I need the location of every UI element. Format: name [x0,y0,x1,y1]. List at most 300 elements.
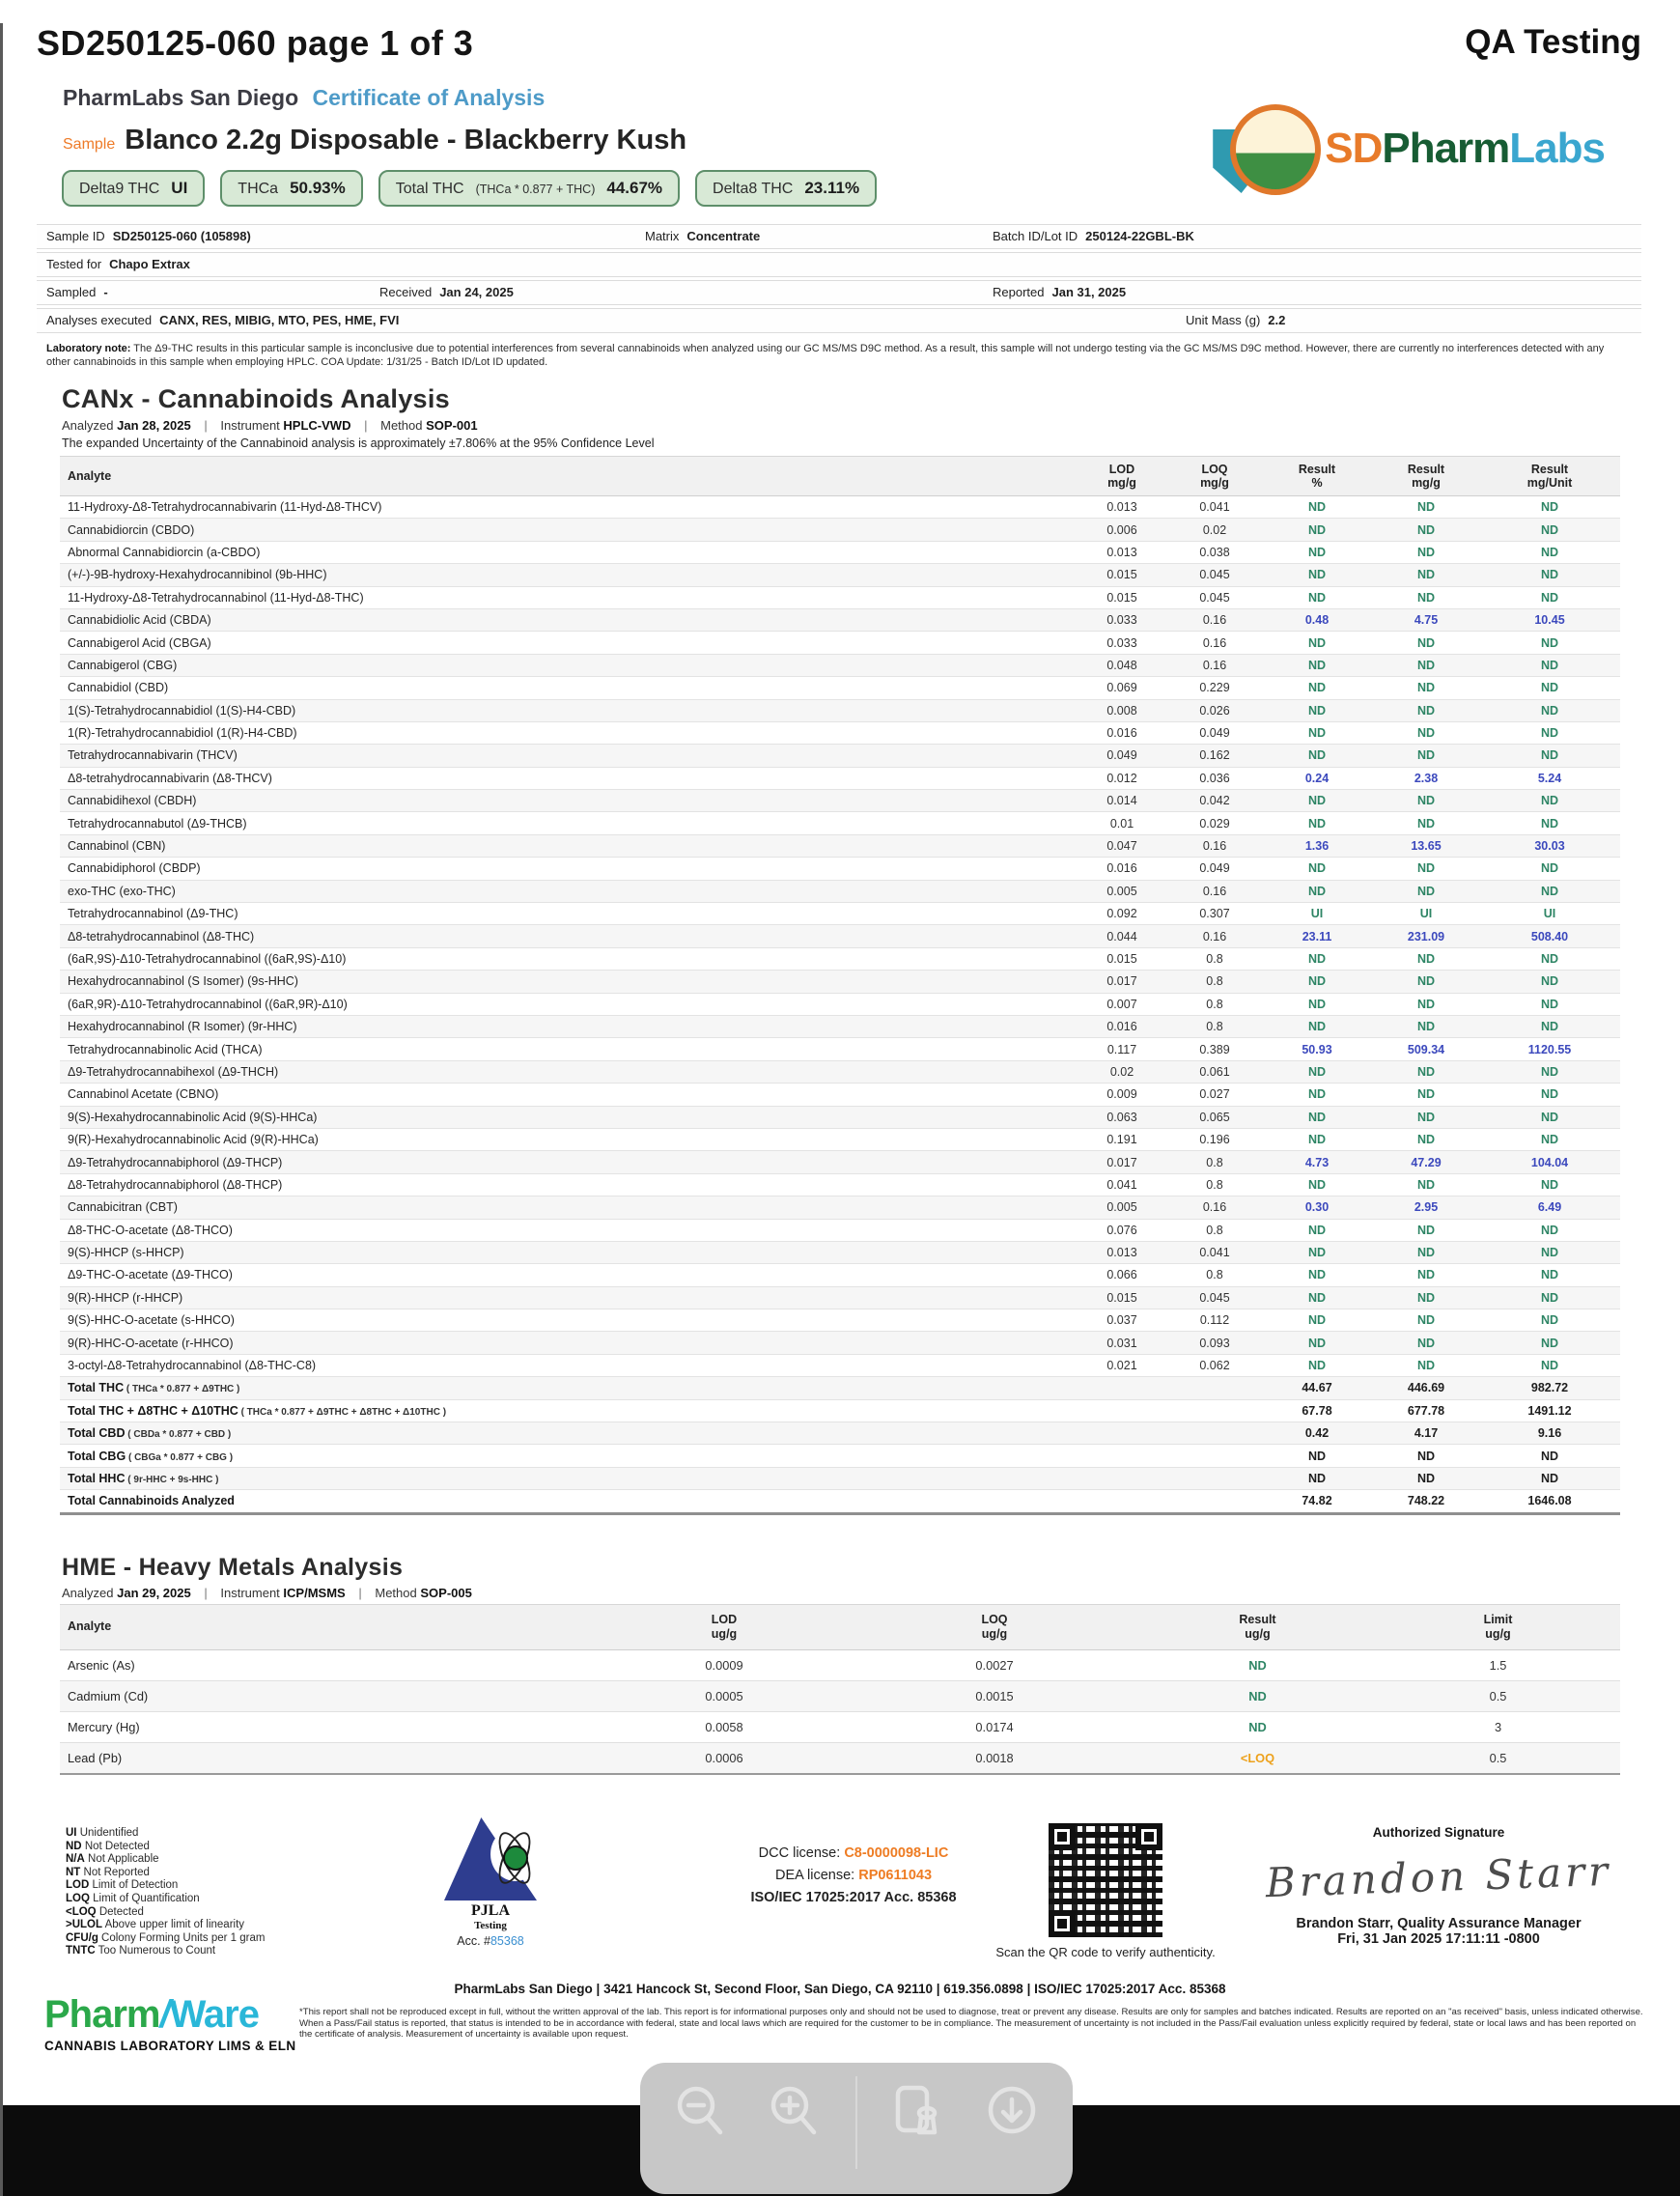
col-loq: LOQ mg/g [1200,463,1229,490]
signature-handwriting: Brandon Starr [1265,1846,1612,1907]
result-mgu: ND [1540,1177,1559,1192]
loq-value: 0.0015 [975,1688,1014,1703]
col-result-mgu: Result mg/Unit [1526,463,1573,490]
sample-info-table [37,224,1641,333]
pjla-accreditation-number: Acc. #85368 [457,1934,524,1948]
lod-value: 0.009 [1106,1087,1137,1102]
result-mgg: 231.09 [1407,929,1445,943]
result-mgg: 13.65 [1411,839,1442,854]
method-label: Method [375,1585,417,1600]
lod-value: 0.037 [1106,1313,1137,1328]
loq-value: 0.042 [1199,794,1230,808]
analyte-name: Tetrahydrocannabivarin (THCV) [68,748,238,763]
analyte-name: 9(S)-HHC-O-acetate (s-HHCO) [68,1313,235,1328]
result-mgg: ND [1416,1268,1436,1282]
result-mgu: ND [1540,794,1559,808]
result-mgu: 5.24 [1537,771,1562,785]
canx-table-row [60,903,1620,925]
sample-id-field: Sample ID SD250125-060 (105898) [46,229,251,243]
result-mgg: ND [1416,974,1436,989]
analyte-name: Hexahydrocannabinol (R Isomer) (9r-HHC) [68,1020,297,1034]
canx-table-row [60,745,1620,767]
lod-value: 0.005 [1106,884,1137,898]
result-mgu: 982.72 [1530,1381,1569,1395]
analyte-name: Cannabidihexol (CBDH) [68,794,197,808]
laboratory-note-text: The Δ9-THC results in this particular sample is inconclusive due to potential interferences from several cannabinoids when analyzed using our GC MS/MS D9C method. As a result, this sample will not undergo testing via the GC MS/MS D9C method. However, there are currently no interferences detected with any other cannabinoids in this sample when employing HPLC. COA Update: 1/31/25 - Batch ID/Lot ID updated. [46,343,1605,368]
analyte-name: Δ8-THC-O-acetate (Δ8-THCO) [68,1223,233,1237]
signature-title: Authorized Signature [1372,1825,1505,1840]
result-pct: ND [1307,522,1327,537]
loq-value: 0.8 [1206,974,1223,989]
analyte-name: 9(S)-Hexahydrocannabinolic Acid (9(S)-HHCa) [68,1110,318,1124]
download-icon[interactable] [978,2078,1046,2146]
canx-table-row [60,632,1620,654]
col-lod: LOD mg/g [1107,463,1136,490]
result-mgu: 1491.12 [1527,1403,1572,1418]
markup-icon[interactable] [884,2078,952,2146]
result-mgu: ND [1540,1471,1559,1485]
analyte-name: Total CBG ( CBGa * 0.877 + CBG ) [68,1449,234,1463]
uncertainty-note: The expanded Uncertainty of the Cannabinoid analysis is approximately ±7.806% at the 95% Confidence Level [62,436,655,450]
instrument-label: Instrument [220,418,280,433]
separator: | [204,1585,208,1600]
loq-value: 0.229 [1199,681,1230,695]
lod-value: 0.017 [1106,974,1137,989]
canx-table-row [60,1422,1620,1445]
result-value: <LOQ [1240,1750,1275,1765]
analyte-name: Cannabicitran (CBT) [68,1200,178,1215]
canx-table-header [60,456,1620,496]
limit-value: 3 [1494,1719,1502,1734]
pharmware-subtitle: CANNABIS LABORATORY LIMS & ELN [44,2039,296,2053]
col-result-mgg: Result mg/g [1407,463,1445,490]
result-mgg: ND [1416,1313,1436,1328]
loq-value: 0.029 [1199,816,1230,831]
badge-value: 44.67% [606,179,663,197]
sample-tag: Sample [63,136,116,153]
qr-caption: Scan the QR code to verify authenticity. [995,1945,1216,1959]
analyte-name: 9(R)-HHC-O-acetate (r-HHCO) [68,1336,234,1350]
brand-wordmark [1325,125,1605,173]
analyte-name: Total THC + Δ8THC + Δ10THC ( THCa * 0.877 + Δ9THC + Δ8THC + Δ10THC ) [68,1403,447,1418]
result-mgu: ND [1540,726,1559,741]
lod-value: 0.015 [1106,590,1137,605]
legend-item: <LOQ Detected [66,1905,144,1918]
separator: | [358,1585,362,1600]
result-mgu: 508.40 [1530,929,1569,943]
loq-value: 0.16 [1202,658,1227,672]
signatory-name: Brandon Starr, Quality Assurance Manager [1296,1916,1582,1931]
analyte-name: Mercury (Hg) [68,1719,140,1734]
analyte-name: 9(R)-Hexahydrocannabinolic Acid (9(R)-HHCa) [68,1133,319,1147]
lod-value: 0.063 [1106,1110,1137,1124]
result-pct: ND [1307,500,1327,515]
result-pct: ND [1307,1177,1327,1192]
analyte-name: Δ9-THC-O-acetate (Δ9-THCO) [68,1268,233,1282]
lod-value: 0.013 [1106,1246,1137,1260]
canx-table-row [60,768,1620,790]
analyzed-label: Analyzed [62,418,114,433]
result-mgg: ND [1416,1471,1436,1485]
loq-value: 0.8 [1206,952,1223,966]
result-mgu: ND [1540,568,1559,582]
lod-value: 0.0006 [705,1750,743,1765]
loq-value: 0.16 [1202,613,1227,628]
analyte-name: exo-THC (exo-THC) [68,884,176,898]
loq-value: 0.307 [1199,907,1230,921]
lod-value: 0.008 [1106,703,1137,718]
zoom-in-icon[interactable] [761,2078,828,2146]
canx-table-row [60,1468,1620,1490]
hme-table-row [60,1712,1620,1743]
canx-table-row [60,925,1620,947]
result-pct: ND [1307,816,1327,831]
canx-table-row [60,542,1620,564]
instrument-value: HPLC-VWD [283,418,351,433]
loq-value: 0.112 [1199,1313,1230,1328]
loq-value: 0.8 [1206,1177,1223,1192]
col-lod: LOD ug/g [711,1612,738,1641]
result-mgu: ND [1540,1020,1559,1034]
result-mgg: ND [1416,522,1436,537]
pjla-sub: Testing [474,1920,507,1931]
result-pct: ND [1307,1020,1327,1034]
coa-document-page [0,23,1680,2196]
loq-value: 0.8 [1206,997,1223,1011]
result-mgu: 30.03 [1534,839,1565,854]
limit-value: 0.5 [1489,1750,1507,1765]
result-pct: ND [1307,590,1327,605]
result-mgu: ND [1540,500,1559,515]
lod-value: 0.048 [1106,658,1137,672]
lod-value: 0.0009 [705,1657,743,1673]
analyzed-date: Jan 29, 2025 [117,1585,191,1600]
result-mgg: 4.75 [1414,613,1439,628]
result-mgu: ND [1540,1133,1559,1147]
result-pct: ND [1307,635,1327,650]
canx-table-row [60,1400,1620,1422]
result-mgu: ND [1540,635,1559,650]
canx-meta [62,418,1620,433]
canx-table-row [60,948,1620,971]
legend-item: LOD Limit of Detection [66,1879,179,1892]
legend-item: ND Not Detected [66,1840,150,1852]
legend-item: NT Not Reported [66,1866,150,1878]
batch-field: Batch ID/Lot ID 250124-22GBL-BK [993,229,1194,243]
result-pct: ND [1307,1336,1327,1350]
result-pct: 23.11 [1302,929,1332,943]
canx-title: CANx - Cannabinoids Analysis [62,384,450,413]
col-loq: LOQ ug/g [981,1612,1008,1641]
lod-value: 0.076 [1106,1223,1137,1237]
loq-value: 0.045 [1199,1290,1230,1305]
qr-finder-icon [1135,1823,1162,1850]
lod-value: 0.014 [1106,794,1137,808]
loq-value: 0.16 [1202,884,1227,898]
loq-value: 0.8 [1206,1020,1223,1034]
result-mgu: ND [1540,1359,1559,1373]
loq-value: 0.045 [1199,568,1230,582]
legend-item: LOQ Limit of Quantification [66,1892,200,1904]
analyte-name: Cannabinol (CBN) [68,839,166,854]
canx-table-row [60,1332,1620,1354]
analyte-name: (6aR,9S)-Δ10-Tetrahydrocannabinol ((6aR,9S)-Δ10) [68,952,347,966]
analyte-name: Δ8-tetrahydrocannabivarin (Δ8-THCV) [68,771,272,785]
result-pct: 50.93 [1302,1042,1332,1056]
analyte-name: Arsenic (As) [68,1657,135,1673]
badge-value: 23.11% [804,179,860,197]
canx-table-row [60,564,1620,586]
result-mgu: ND [1540,974,1559,989]
result-mgg: ND [1416,1223,1436,1237]
lod-value: 0.044 [1106,929,1137,943]
canx-table-row [60,1197,1620,1219]
result-pct: ND [1307,568,1327,582]
hme-table-body [60,1650,1620,1775]
result-mgu: ND [1540,1336,1559,1350]
lod-value: 0.0005 [705,1688,743,1703]
lod-value: 0.015 [1106,1290,1137,1305]
result-mgg: 509.34 [1407,1042,1445,1056]
loq-value: 0.038 [1199,545,1230,559]
loq-value: 0.8 [1206,1223,1223,1237]
result-mgg: ND [1416,545,1436,559]
loq-value: 0.027 [1199,1087,1230,1102]
result-pct: ND [1307,726,1327,741]
badge-thca [220,170,362,207]
legend-list [66,1827,265,1958]
result-mgg: ND [1416,590,1436,605]
result-mgu: 9.16 [1537,1426,1562,1441]
canx-table-row [60,881,1620,903]
canx-table-row [60,655,1620,677]
matrix-field: Matrix Concentrate [645,229,761,243]
canx-table-row [60,1309,1620,1332]
canx-table-row [60,1061,1620,1084]
result-mgu: ND [1540,884,1559,898]
col-limit: Limit ug/g [1483,1612,1513,1641]
lab-name: PharmLabs San Diego [63,85,299,110]
zoom-out-icon[interactable] [667,2078,735,2146]
result-pct: ND [1307,1449,1327,1463]
result-value: ND [1248,1657,1267,1673]
result-mgu: ND [1540,1223,1559,1237]
analyte-name: Abnormal Cannabidiorcin (a-CBDO) [68,545,261,559]
result-mgg: ND [1416,1336,1436,1350]
result-pct: ND [1307,545,1327,559]
qr-code [1049,1823,1162,1937]
analyte-name: Total CBD ( CBDa * 0.877 + CBD ) [68,1426,232,1441]
result-mgu: ND [1540,952,1559,966]
loq-value: 0.026 [1199,703,1230,718]
result-mgu: 1646.08 [1527,1494,1572,1508]
lod-value: 0.033 [1106,613,1137,628]
result-mgu: ND [1540,1064,1559,1079]
disclaimer-text: *This report shall not be reproduced except in full, without the written approval of the lab. This report is for informational purposes only and should not be used to diagnose, treat or prevent any disease. Results are only for samples and batches indicated. Results are reported on an "as received" basis, unless indicated otherwise. When a Pass/Fail status is reported, that status is intended to be in accordance with federal, state and local laws which are required for the customer to be in compliance. The measurement of uncertainty is not included in the Pass/Fail evaluation unless explicitly required by federal, state or local laws and has been reported on the certificate of analysis. Measurement of uncertainty is available upon request. [299,2007,1643,2041]
canx-table-row [60,1038,1620,1060]
canx-table-row [60,1445,1620,1467]
loq-value: 0.16 [1202,635,1227,650]
brand-pharm: Pharm [1382,125,1510,172]
result-pct: ND [1307,997,1327,1011]
analyte-name: Tetrahydrocannabinol (Δ9-THC) [68,907,238,921]
analyte-name: Cannabidiol (CBD) [68,681,169,695]
result-pct: 67.78 [1302,1403,1332,1418]
canx-table-row [60,858,1620,880]
analyte-name: Δ8-tetrahydrocannabinol (Δ8-THC) [68,929,255,943]
result-pct: ND [1307,1359,1327,1373]
canx-table-row [60,1129,1620,1151]
analyte-name: Total HHC ( 9r-HHC + 9s-HHC ) [68,1471,219,1485]
result-mgg: ND [1416,1290,1436,1305]
analyte-name: 9(R)-HHCP (r-HHCP) [68,1290,183,1305]
lod-value: 0.015 [1106,568,1137,582]
result-mgg: 2.38 [1414,771,1439,785]
result-mgu: 10.45 [1534,613,1565,628]
loq-value: 0.049 [1199,726,1230,741]
laboratory-note-label: Laboratory note: [46,343,131,354]
badge-label: Total THC [395,181,464,197]
canx-table-row [60,722,1620,745]
toolbar-divider [855,2076,857,2169]
canx-table-row [60,1084,1620,1106]
lod-value: 0.01 [1109,816,1134,831]
lod-value: 0.02 [1109,1064,1134,1079]
canx-table-row [60,1107,1620,1129]
result-mgg: ND [1416,1133,1436,1147]
analyte-name: Cadmium (Cd) [68,1688,149,1703]
col-result: Result ug/g [1239,1612,1276,1641]
brand-sd: SD [1325,125,1383,172]
result-pct: ND [1307,1133,1327,1147]
result-mgg: 748.22 [1407,1494,1445,1508]
result-mgu: ND [1540,997,1559,1011]
laboratory-note [46,343,1630,369]
result-mgu: ND [1540,1290,1559,1305]
instrument-value: ICP/MSMS [283,1585,346,1600]
badge-delta8-thc [695,170,877,207]
result-pct: 0.30 [1304,1200,1330,1215]
pharmware-logo [44,1993,296,2053]
pharmlabs-seal-icon [1230,104,1321,195]
pharmware-pharm: Pharm [44,1993,160,2036]
canx-table-row [60,994,1620,1016]
analyte-name: Δ8-Tetrahydrocannabiphorol (Δ8-THCP) [68,1177,283,1192]
limit-value: 0.5 [1489,1688,1507,1703]
lod-value: 0.005 [1106,1200,1137,1215]
analyte-name: Total Cannabinoids Analyzed [68,1494,235,1508]
analyte-name: Hexahydrocannabinol (S Isomer) (9s-HHC) [68,974,298,989]
lod-value: 0.016 [1106,1020,1137,1034]
doc-type: Certificate of Analysis [312,85,546,110]
result-pct: ND [1307,703,1327,718]
sample-info-row [37,252,1641,277]
sdpharmlabs-logo [1213,100,1605,197]
result-pct: ND [1307,681,1327,695]
analyzed-label: Analyzed [62,1585,114,1600]
result-mgg: ND [1416,568,1436,582]
report-title: SD250125-060 page 1 of 3 [37,23,474,63]
analyte-name: Cannabinol Acetate (CBNO) [68,1087,219,1102]
canx-table-row [60,587,1620,609]
result-pct: ND [1307,861,1327,876]
loq-value: 0.045 [1199,590,1230,605]
lod-value: 0.047 [1106,839,1137,854]
result-pct: 1.36 [1304,839,1330,854]
analyzed-date: Jan 28, 2025 [117,418,191,433]
result-mgu: ND [1540,681,1559,695]
limit-value: 1.5 [1489,1657,1507,1673]
result-mgg: ND [1416,635,1436,650]
result-pct: 0.48 [1304,613,1330,628]
result-mgg: ND [1416,1110,1436,1124]
loq-value: 0.062 [1199,1359,1230,1373]
reported-field: Reported Jan 31, 2025 [993,285,1127,299]
result-mgg: ND [1416,884,1436,898]
analyte-name: Cannabidiolic Acid (CBDA) [68,613,211,628]
result-pct: ND [1307,1246,1327,1260]
canx-table-row [60,1242,1620,1264]
signature-block [1217,1825,1661,1947]
loq-value: 0.0027 [975,1657,1014,1673]
canx-table-row [60,496,1620,519]
lod-value: 0.191 [1106,1133,1137,1147]
sampled-field: Sampled - [46,285,108,299]
result-mgu: ND [1540,545,1559,559]
viewer-toolbar[interactable] [640,2063,1073,2194]
legend-item: CFU/g Colony Forming Units per 1 gram [66,1931,266,1944]
result-mgg: ND [1416,1020,1436,1034]
hme-table-row [60,1681,1620,1712]
loq-value: 0.196 [1199,1133,1230,1147]
result-pct: ND [1307,1313,1327,1328]
col-analyte: Analyte [68,1619,112,1634]
method-value: SOP-005 [420,1585,472,1600]
analyte-name: Δ9-Tetrahydrocannabiphorol (Δ9-THCP) [68,1155,283,1169]
canx-table-row [60,700,1620,722]
canx-table-row [60,1264,1620,1286]
sample-info-row [37,280,1641,305]
loq-value: 0.16 [1202,1200,1227,1215]
result-pct: ND [1307,794,1327,808]
qr-finder-icon [1049,1823,1076,1850]
canx-table-row [60,1151,1620,1173]
analyte-name: Δ9-Tetrahydrocannabihexol (Δ9-THCH) [68,1064,279,1079]
result-mgu: ND [1540,748,1559,763]
analyte-name: 1(S)-Tetrahydrocannabidiol (1(S)-H4-CBD) [68,703,296,718]
loq-value: 0.02 [1202,522,1227,537]
sample-info-row [37,308,1641,333]
result-mgg: ND [1416,861,1436,876]
badge-value: UI [171,179,188,197]
hme-table-row [60,1743,1620,1775]
result-mgg: ND [1416,1087,1436,1102]
instrument-label: Instrument [220,1585,280,1600]
legend-item: TNTC Too Numerous to Count [66,1945,216,1957]
method-value: SOP-001 [426,418,478,433]
lod-value: 0.015 [1106,952,1137,966]
loq-value: 0.061 [1199,1064,1230,1079]
sample-info-row [37,224,1641,249]
result-pct: ND [1307,952,1327,966]
analyte-name: Tetrahydrocannabinolic Acid (THCA) [68,1042,263,1056]
analyte-name: 11-Hydroxy-Δ8-Tetrahydrocannabivarin (11-Hyd-Δ8-THCV) [68,500,382,515]
result-mgg: ND [1416,703,1436,718]
lod-value: 0.016 [1106,726,1137,741]
lod-value: 0.012 [1106,771,1137,785]
lod-value: 0.069 [1106,681,1137,695]
result-mgu: 104.04 [1530,1155,1569,1169]
